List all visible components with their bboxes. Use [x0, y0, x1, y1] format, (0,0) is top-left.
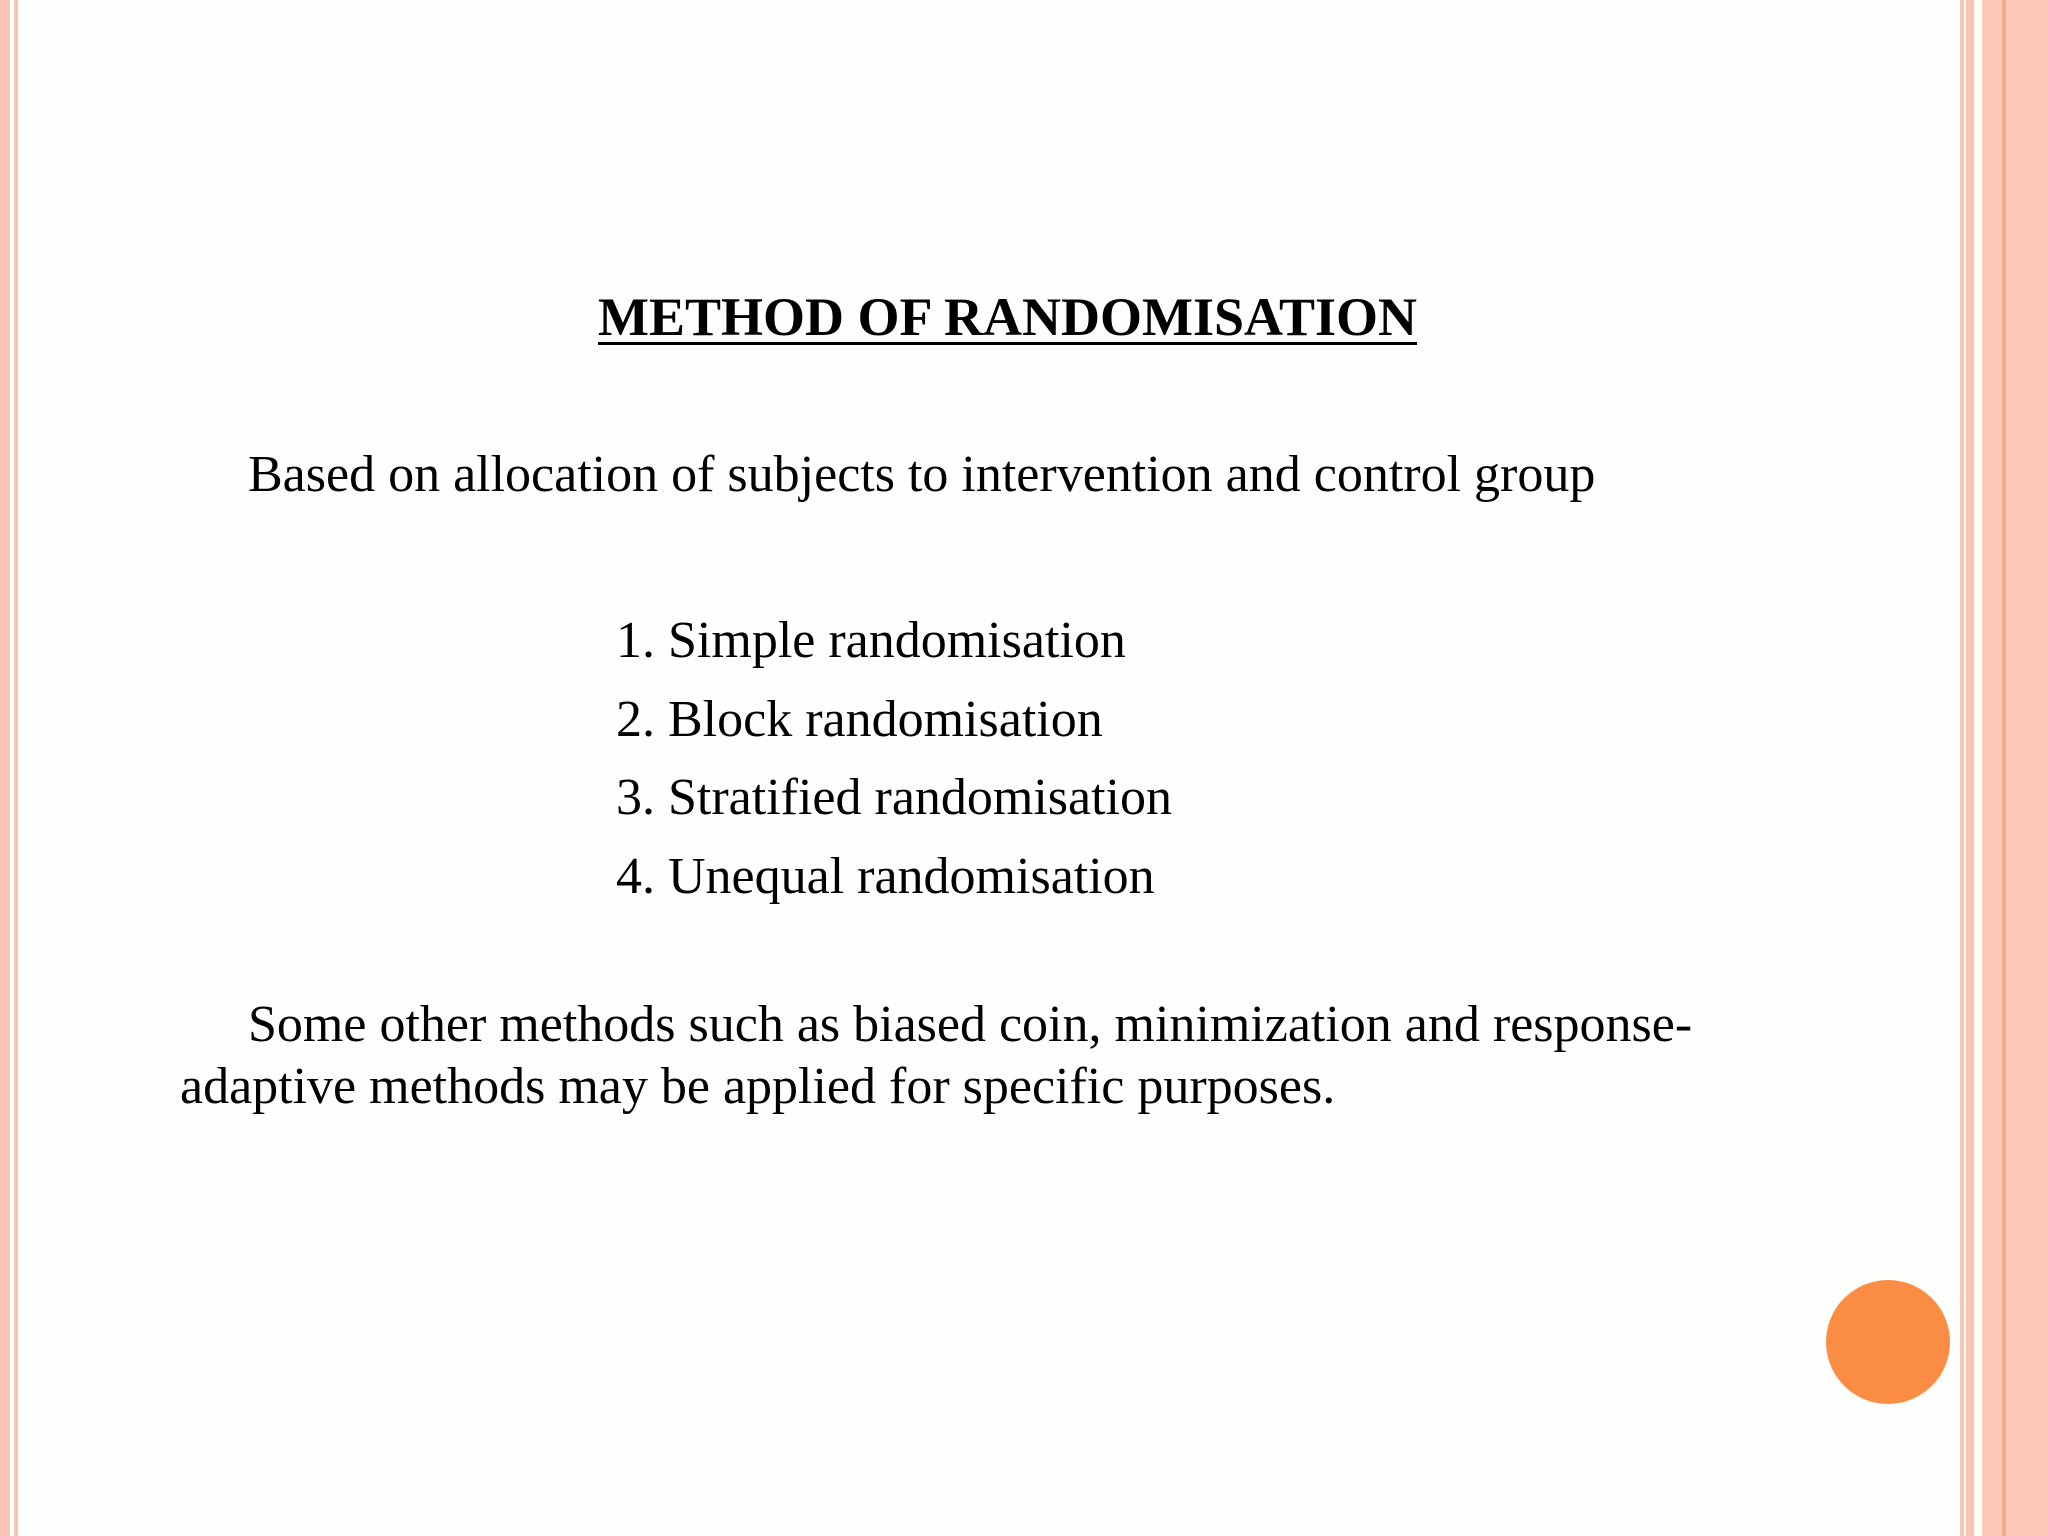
note-line-2: adaptive methods may be applied for specific purposes. — [180, 1058, 1336, 1115]
slide-title: METHOD OF RANDOMISATION — [598, 287, 1418, 347]
note-line-1: Some other methods such as biased coin, minimization and response- — [248, 996, 1693, 1053]
method-number: 2. — [616, 690, 655, 748]
right-border-stripe-wide — [1982, 0, 2002, 1536]
orange-circle-icon — [1826, 1280, 1950, 1404]
right-border-stripe — [1966, 0, 1974, 1536]
method-item — [616, 602, 1172, 681]
method-item — [616, 838, 1172, 917]
method-label: Unequal randomisation — [668, 847, 1155, 905]
right-border-stripe-thin — [1960, 0, 1964, 1536]
method-label: Stratified randomisation — [668, 769, 1173, 826]
method-number: 4. — [616, 847, 655, 905]
method-label: Block randomisation — [668, 690, 1103, 748]
method-item — [616, 759, 1172, 838]
method-number: 3. — [616, 769, 655, 826]
left-border-stripe — [0, 0, 10, 1536]
slide-subtitle: Based on allocation of subjects to intervention and control group — [248, 446, 1596, 503]
method-label: Simple randomisation — [668, 612, 1126, 669]
note-paragraph — [180, 994, 1840, 1118]
right-border-stripe-outer — [2006, 0, 2048, 1536]
method-number: 1. — [616, 612, 655, 669]
method-item — [616, 681, 1172, 760]
left-border-stripe-thin — [14, 0, 18, 1536]
method-list — [616, 602, 1172, 916]
